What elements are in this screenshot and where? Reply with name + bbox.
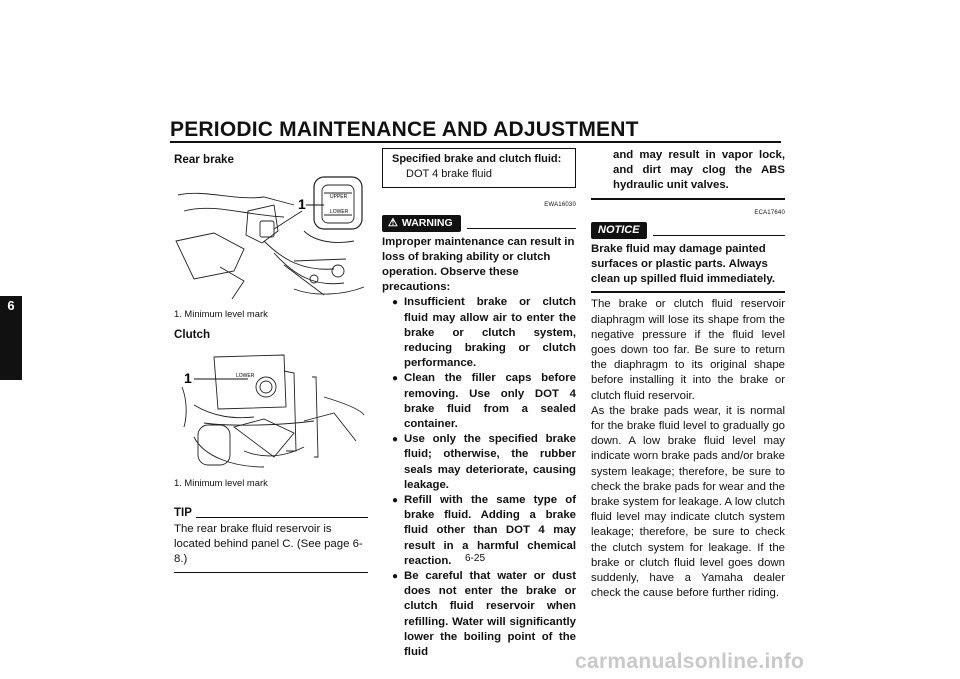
- clutch-reservoir-figure: [174, 347, 366, 473]
- warning-bullet: ● Refill with the same type of brake fluid. Adding a brake fluid other than DOT 4 may result in a harmful chemical reaction.: [392, 493, 576, 569]
- page-title: PERIODIC MAINTENANCE AND ADJUSTMENT: [170, 118, 639, 141]
- body-paragraph-1: The brake or clutch fluid reservoir diaphragm will lose its shape from the negative pressure if the fluid level goes down too far. Be sure to return the diaphragm to its original shape before installing it into the brake or clutch fluid reservoir.: [591, 298, 785, 402]
- notice-header: [591, 222, 785, 239]
- rear-brake-heading: Rear brake: [174, 153, 234, 166]
- rear-figure-upper-label: UPPER: [330, 194, 348, 201]
- warning-header: [382, 215, 576, 232]
- clutch-figure-callout: 1: [184, 369, 192, 386]
- column-2: [382, 148, 576, 660]
- page-number: 6-25: [465, 553, 486, 564]
- warning-bullet: ● Clean the filler caps before removing. Use only DOT 4 brake fluid from a sealed container.: [392, 371, 576, 432]
- warning-bullet-list: [382, 295, 576, 660]
- notice-text: Brake fluid may damage painted surfaces or plastic parts. Always clean up spilled fluid immediately.: [591, 242, 775, 286]
- warning-intro: Improper maintenance can result in loss of braking ability or clutch operation. Observe these precautions:: [382, 235, 575, 294]
- notice-rule: [653, 235, 785, 236]
- title-rule: [170, 141, 781, 143]
- body-paragraph-2: As the brake pads wear, it is normal for the brake fluid level to gradually go down. A low brake fluid level may indicate worn brake pads and/or brake system leakage; therefore, be sure to check the brake pads for wear and the brake system for leakage. A low clutch fluid level may indicate clutch system leakage; therefore, be sure to check the clutch system for leakage. If the brake or clutch fluid level goes down suddenly, have a Yamaha dealer check the cause before further riding.: [591, 404, 785, 600]
- clutch-reservoir-illustration: [174, 347, 366, 473]
- rear-brake-reservoir-illustration: [174, 171, 366, 304]
- column-1: [174, 148, 368, 573]
- warning-continued-text: and may result in vapor lock, and dirt may clog the ABS hydraulic unit valves.: [613, 149, 785, 192]
- spec-box: [382, 148, 576, 188]
- spec-title: Specified brake and clutch fluid:: [392, 153, 562, 165]
- warning-bullet: ● Use only the specified brake fluid; otherwise, the rubber seals may deteriorate, causing leakage.: [392, 432, 576, 493]
- rear-brake-caption: 1. Minimum level mark: [174, 308, 268, 320]
- warning-rule: [467, 228, 576, 229]
- spec-value: DOT 4 brake fluid: [406, 168, 493, 181]
- watermark: carmanualsonline.info: [575, 650, 805, 673]
- warning-badge: [382, 215, 461, 232]
- notice-badge: NOTICE: [591, 222, 647, 239]
- rear-brake-reservoir-figure: [174, 171, 366, 304]
- tip-end-rule: [174, 572, 368, 573]
- clutch-heading: Clutch: [174, 328, 211, 342]
- notice-end-rule: [591, 291, 785, 293]
- warning-bullet: ● Insufficient brake or clutch fluid may allow air to enter the brake or clutch system, reducing braking or clutch performance.: [392, 295, 576, 371]
- chapter-tab: 6: [0, 296, 22, 380]
- clutch-caption: 1. Minimum level mark: [174, 476, 268, 488]
- tip-header: [174, 506, 368, 521]
- tip-label: TIP: [174, 506, 192, 519]
- warning-end-rule: [591, 198, 785, 200]
- clutch-figure-lower-label: LOWER: [236, 372, 255, 379]
- warning-triangle-icon: ⚠: [388, 216, 398, 229]
- warning-label: WARNING: [401, 216, 453, 229]
- column-3: [591, 148, 785, 601]
- warning-bullet: ● Be careful that water or dust does not enter the brake or clutch fluid reservoir when refilling. Water will significantly lower the boiling point of the fluid: [392, 569, 576, 660]
- rear-figure-lower-label: LOWER: [330, 209, 349, 216]
- tip-text: The rear brake fluid reservoir is located behind panel C. (See page 6-8.): [174, 523, 363, 566]
- rear-figure-callout: 1: [298, 196, 306, 213]
- tip-rule: [196, 517, 368, 518]
- notice-code: ECA17640: [754, 209, 785, 216]
- warning-code: EWA16030: [544, 202, 576, 209]
